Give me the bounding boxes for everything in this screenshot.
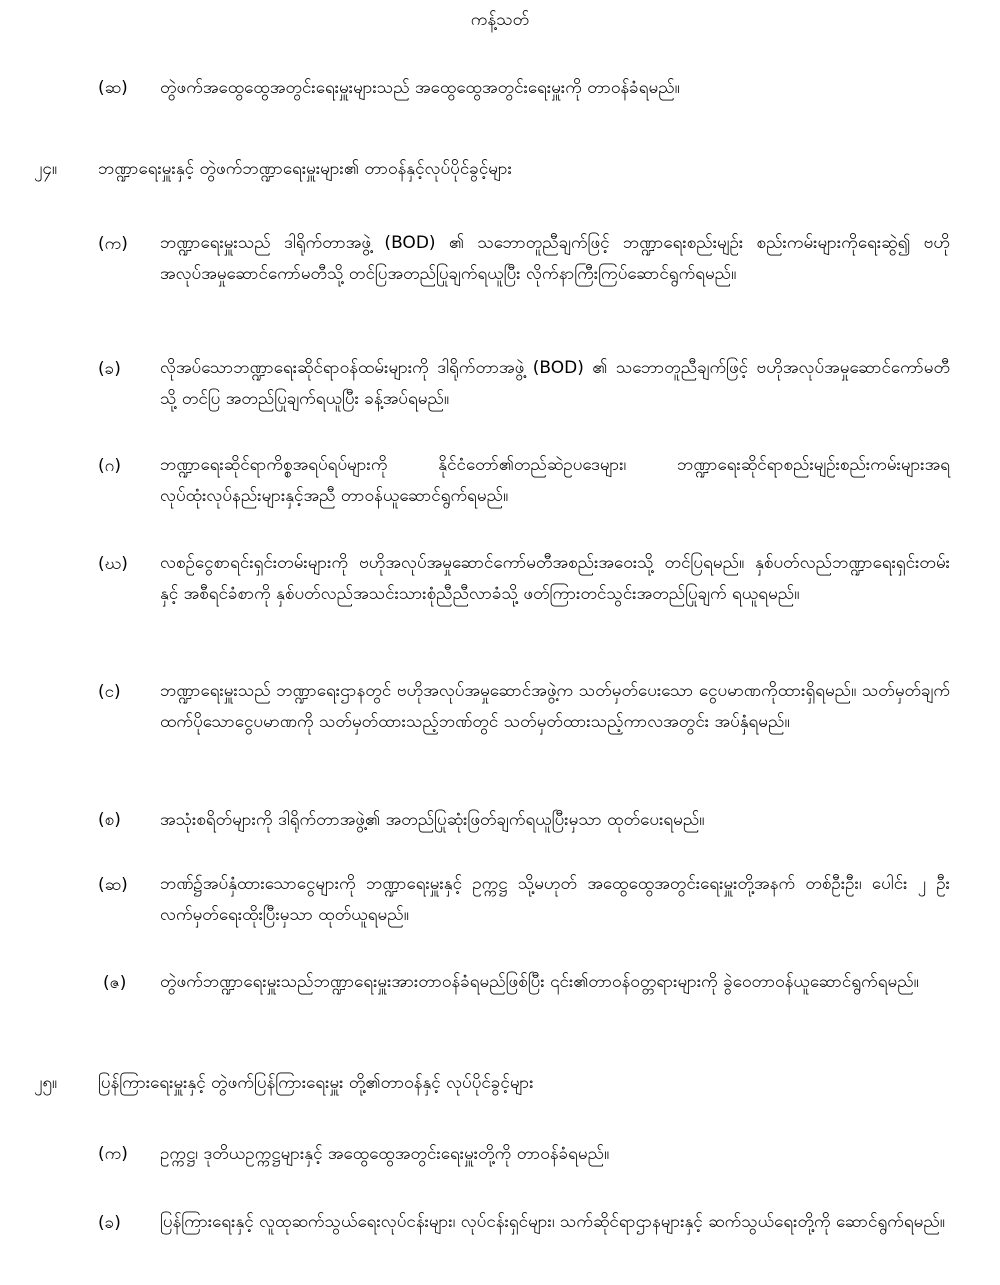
clause-number: (ဆ) (98, 78, 128, 98)
item-number: (င) (98, 682, 121, 702)
section-title: ဘဏ္ဍာရေးမှူးနှင့် တွဲဖက်ဘဏ္ဍာရေးမှူးများ၏ တာဝန်နှင့်လုပ်ပိုင်ခွင့်များ (98, 159, 512, 179)
item-text: ဘဏ်၌အပ်နှံထားသောငွေများကို ဘဏ္ဍာရေးမှူးနှင့် ဥက္ကဋ္ဌ သို့မဟုတ် အထွေထွေအတွင်းရေးမှူးတို့အနက် တစ်ဦးဦး၊ ပေါင်း ၂ ဦး လက်မှတ်ရေးထိုးပြီးမှသာ ထုတ်ယူရမည်။ (160, 874, 950, 925)
item-number: (ခ) (98, 1213, 121, 1233)
item-text: လစဉ်ငွေစာရင်းရှင်းတမ်းများကို ဗဟိုအလုပ်အမှုဆောင်ကော်မတီအစည်းအဝေးသို့ တင်ပြရမည်။ နှစ်ပတ်လည်ဘဏ္ဍာရေးရှင်းတမ်းနှင့် အစီရင်ခံစာကို နှစ်ပတ်လည်အသင်းသားစုံညီညီလာခံသို့ ဖတ်ကြားတင်သွင်းအတည်ပြုချက် ရယူရမည်။ (160, 553, 950, 604)
page-header: ကန့်သတ် (470, 10, 530, 30)
item-text: ဘဏ္ဍာရေးမှူးသည် ဒါရိုက်တာအဖွဲ့ (BOD) ၏ သဘောတူညီချက်ဖြင့် ဘဏ္ဍာရေးစည်းမျဉ်း စည်းကမ်းများကိုရေးဆွဲ၍ ဗဟိုအလုပ်အမှုဆောင်ကော်မတီသို့ တင်ပြအတည်ပြုချက်ရယူပြီး လိုက်နာကြီးကြပ်ဆောင်ရွက်ရမည်။ (160, 233, 950, 284)
item-number: (စ) (98, 810, 121, 830)
item-number: (ဇ) (103, 973, 127, 993)
item-text: ပြန်ကြားရေးနှင့် လူထုဆက်သွယ်ရေးလုပ်ငန်းများ၊ လုပ်ငန်းရှင်များ၊ သက်ဆိုင်ရာဌာနများနှင့် ဆက်သွယ်ရေးတို့ကို ဆောင်ရွက်ရမည်။ (160, 1212, 945, 1232)
section-title: ပြန်ကြားရေးမှူးနှင့် တွဲဖက်ပြန်ကြားရေးမှူး တို့၏တာဝန်နှင့် လုပ်ပိုင်ခွင့်များ (98, 1073, 534, 1093)
clause-text: တွဲဖက်အထွေထွေအတွင်းရေးမှူးများသည် အထွေထွေအတွင်းရေးမှူးကို တာဝန်ခံရမည်။ (160, 78, 680, 98)
item-number: (ခ) (98, 359, 121, 379)
item-number: (ဆ) (98, 875, 128, 895)
item-number: (ဂ) (98, 456, 121, 476)
item-text: တွဲဖက်ဘဏ္ဍာရေးမှူးသည်ဘဏ္ဍာရေးမှူးအားတာဝန်ခံရမည်ဖြစ်ပြီး ၎င်း၏တာဝန်ဝတ္တရားများကို ခွဲဝေတာဝန်ယူဆောင်ရွက်ရမည်။ (160, 972, 919, 992)
item-text: အသုံးစရိတ်များကို ဒါရိုက်တာအဖွဲ့၏ အတည်ပြုဆုံးဖြတ်ချက်ရယူပြီးမှသာ ထုတ်ပေးရမည်။ (160, 810, 705, 830)
item-text: လိုအပ်သောဘဏ္ဍာရေးဆိုင်ရာဝန်ထမ်းများကို ဒါရိုက်တာအဖွဲ့ (BOD) ၏ သဘောတူညီချက်ဖြင့် ဗဟိုအလုပ်အမှုဆောင်ကော်မတီသို့ တင်ပြ အတည်ပြုချက်ရယူပြီး ခန့်အပ်ရမည်။ (160, 358, 950, 409)
item-number: (ဃ) (98, 554, 128, 574)
item-text: ဥက္ကဋ္ဌ၊ ဒုတိယဥက္ကဋ္ဌများနှင့် အထွေထွေအတွင်းရေးမှူးတို့ကို တာဝန်ခံရမည်။ (160, 1144, 610, 1164)
item-number: (က) (98, 1144, 128, 1164)
item-text: ဘဏ္ဍာရေးဆိုင်ရာကိစ္စအရပ်ရပ်များကို နိုင်ငံတော်၏တည်ဆဲဥပဒေများ၊ ဘဏ္ဍာရေးဆိုင်ရာစည်းမျဉ်းစည်းကမ်းများအရ လုပ်ထုံးလုပ်နည်းများနှင့်အညီ တာဝန်ယူဆောင်ရွက်ရမည်။ (160, 455, 950, 506)
item-number: (က) (98, 234, 128, 254)
item-text: ဘဏ္ဍာရေးမှူးသည် ဘဏ္ဍာရေးဌာနတွင် ဗဟိုအလုပ်အမှုဆောင်အဖွဲ့က သတ်မှတ်ပေးသော ငွေပမာဏကိုထားရှိရမည်။ သတ်မှတ်ချက်ထက်ပိုသောငွေပမာဏကို သတ်မှတ်ထားသည့်ဘဏ်တွင် သတ်မှတ်ထားသည့်ကာလအတွင်း အပ်နှံရမည်။ (160, 681, 950, 732)
section-number: ၂၅။ (34, 1073, 58, 1093)
section-number: ၂၄။ (34, 159, 58, 179)
